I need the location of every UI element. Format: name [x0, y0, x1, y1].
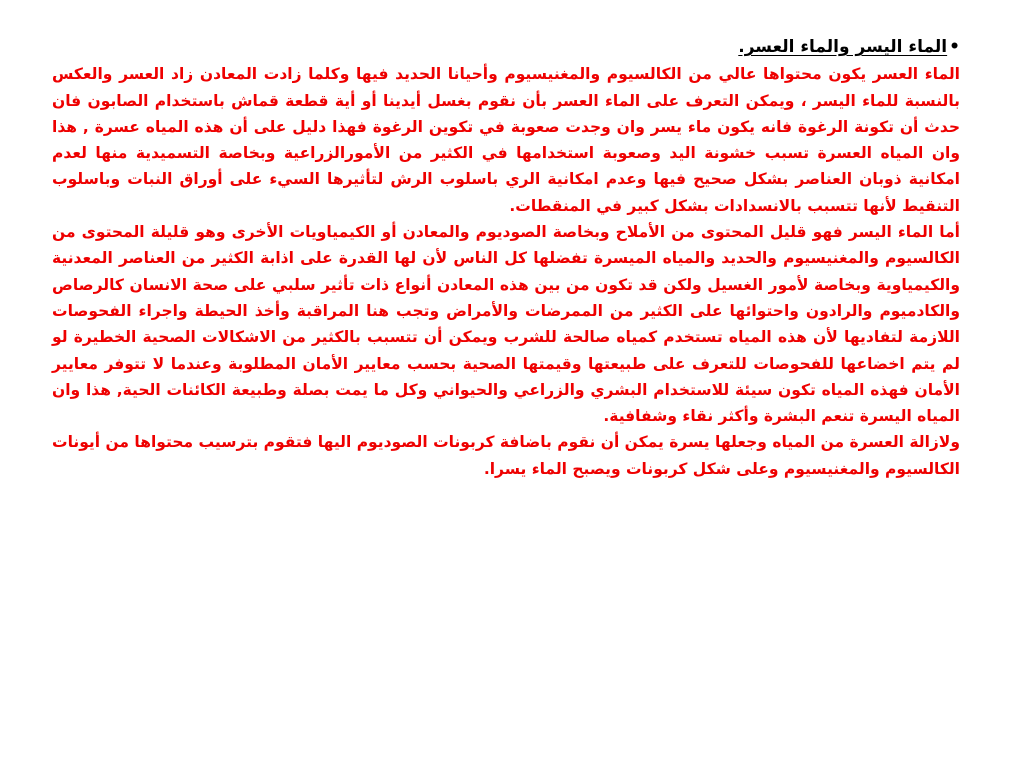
paragraph-hard-water: الماء العسر يكون محتواها عالي من الكالسيوم والمغنيسيوم وأحيانا الحديد فيها وكلما زادت المعادن زاد العسر والعكس بالنسبة للماء اليسر ، ويمكن التعرف على الماء العسر بأن نقوم بغسل أيدينا أو أية قطعة قماش باستخدام الصابون فان حدث أن تكونة الرغوة فانه يكون ماء يسر وان وجدت صعوبة في تكوين الرغوة فهذا دليل على أن هذه المياه عسرة , هذا وان المياه العسرة تسبب خشونة اليد وصعوبة استخدامها في الكثير من الأمورالزراعية وبخاصة التسميدية منها لعدم امكانية ذوبان العناصر بشكل صحيح فيها وعدم امكانية الري باسلوب الرش لتأثيرها السيء على أوراق النبات وباسلوب التنقيط لأنها تتسبب بالانسدادات بشكل كبير في المنقطات. — [52, 65, 960, 215]
slide-heading — [52, 34, 960, 60]
slide-content — [52, 34, 960, 482]
bullet-icon: • — [949, 37, 960, 57]
paragraph-soft-water: أما الماء اليسر فهو قليل المحتوى من الأملاح وبخاصة الصوديوم والمعادن أو الكيمياويات الأخرى وهو قليلة المحتوى من الكالسيوم والمغنيسيوم والحديد والمياه الميسرة تفضلها كل الناس لأن لها القدرة على اذابة الكثير من العناصر المعدنية والكيمياوية وبخاصة لأمور الغسيل ولكن قد تكون من بين هذه المعادن أنواع ذات تأثير سلبي على صحة الانسان كالرصاص والكادميوم والرادون واحتوائها على الكثير من الممرضات والأمراض وتجب هنا المراقبة وأخذ الحيطة واجراء الفحوصات اللازمة لتفاديها لأن هذه المياه تستخدم كمياه صالحة للشرب ويمكن أن تتسبب بالكثير من الاشكالات الصحية الخطيرة لو لم يتم اخضاعها للفحوصات للتعرف على طبيعتها وقيمتها الصحية بحسب معايير الأمان المطلوبة وعندما لا تتوفر معايير الأمان فهذه المياه تكون سيئة للاستخدام البشري والزراعي والحيواني وكل ما يمت بصلة وطبيعة الكائنات الحية, هذا وان المياه اليسرة تنعم البشرة وأكثر نقاء وشفافية. — [52, 223, 960, 426]
paragraph-softening: ولازالة العسرة من المياه وجعلها يسرة يمكن أن نقوم باضافة كربونات الصوديوم اليها فتقوم بترسيب محتواها من أيونات الكالسيوم والمغنيسيوم وعلى شكل كربونات ويصبح الماء يسرا. — [52, 433, 960, 478]
heading-text: الماء اليسر والماء العسر. — [738, 37, 948, 57]
